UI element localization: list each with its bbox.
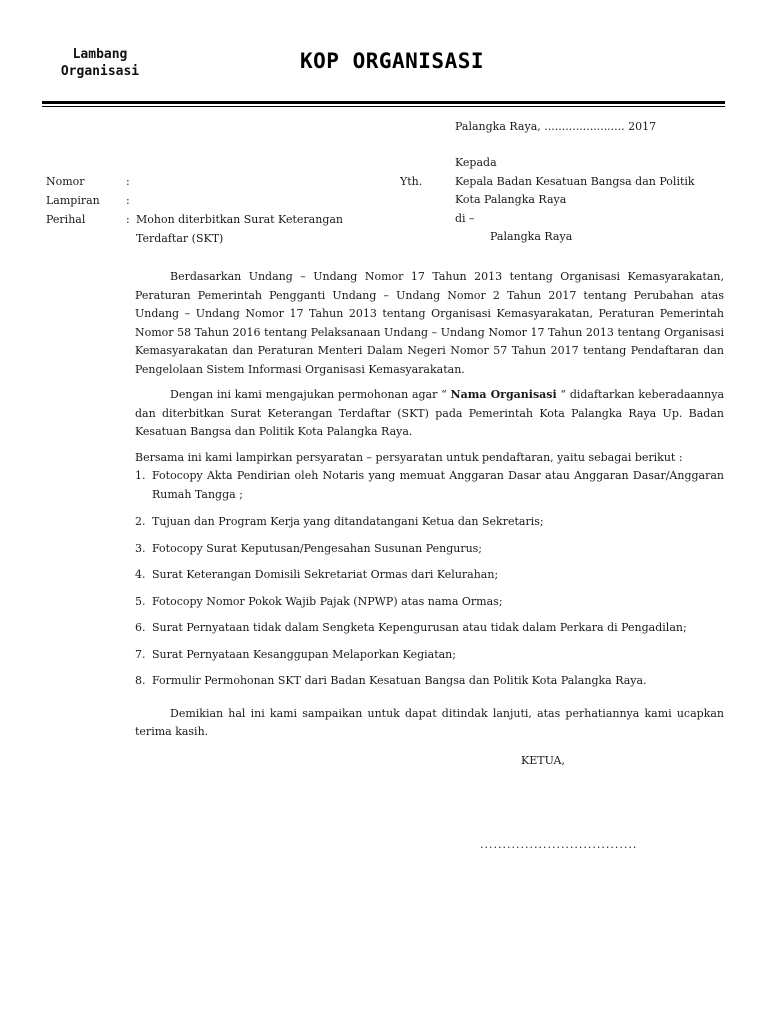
lampiran-label: Lampiran (46, 194, 100, 207)
list-item: 6. Surat Pernyataan tidak dalam Sengketa Kepengurusan atau tidak dalam Perkara di Pengadilan; (135, 621, 687, 634)
recipient-block (455, 154, 695, 247)
letter-meta (46, 173, 356, 249)
recipient-city: Palangka Raya (490, 230, 573, 243)
requirements-list (135, 467, 724, 691)
perihal-label: Perihal (46, 213, 86, 226)
list-item: 7. Surat Pernyataan Kesanggupan Melaporkan Kegiatan; (135, 647, 456, 661)
para2-pre: Dengan ini kami mengajukan permohonan agar “ (170, 388, 451, 401)
logo-placeholder-line1: Lambang (72, 47, 128, 62)
organization-name-placeholder: Nama Organisasi (450, 388, 557, 401)
letterhead-title: KOP ORGANISASI (300, 49, 485, 73)
requirements-intro: Bersama ini kami lampirkan persyaratan – persyaratan untuk pendaftaran, yaitu sebagai berikut : (135, 450, 683, 464)
recipient-city-line: Kota Palangka Raya (455, 193, 567, 206)
closing-paragraph: Demikian hal ini kami sampaikan untuk dapat ditindak lanjuti, atas perhatiannya kami ucapkan terima kasih. (135, 706, 724, 738)
nomor-label: Nomor (46, 175, 85, 188)
body-paragraph-2 (135, 386, 724, 442)
recipient-yth: Yth. (400, 175, 423, 188)
letterhead-divider-thin (42, 106, 725, 107)
list-item: 8. Formulir Permohonan SKT dari Badan Kesatuan Bangsa dan Politik Kota Palangka Raya. (135, 674, 647, 687)
signature-title: KETUA, (521, 754, 565, 767)
para2-post: “ didaftarkan keberadaannya dan diterbitkan Surat Keterangan Terdaftar (SKT) pada Pemerintah Kota Palangka Raya Up. Badan Kesatuan Bangsa dan Politik Kota Palangka Raya. (135, 388, 725, 438)
recipient-kepada: Kepada (455, 156, 497, 169)
nomor-colon: : (126, 175, 130, 188)
perihal-colon: : (126, 213, 130, 226)
lampiran-colon: : (126, 194, 130, 207)
body-paragraph-1: Berdasarkan Undang – Undang Nomor 17 Tahun 2013 tentang Organisasi Kemasyarakatan, Peraturan Pemerintah Pengganti Undang – Undang Nomor 2 Tahun 2017 tentang Perubahan atas Undang – Undang Nomor 17 Tahun 2013 tentang Organisasi Kemasyarakatan, Peraturan Pemerintah Nomor 58 Tahun 2016 tentang Pelaksanaan Undang – Undang Nomor 17 Tahun 2013 tentang Organisasi Kemasyarakatan dan Peraturan Menteri Dalam Negeri Nomor 57 Tahun 2017 tentang Pendaftaran dan Pengelolaan Sistem Informasi Organisasi Kemasyarakatan. (135, 270, 724, 376)
dateline: Palangka Raya, ....................... 2017 (455, 120, 657, 133)
requirements-section (135, 449, 724, 691)
list-item: 4. Surat Keterangan Domisili Sekretariat Ormas dari Kelurahan; (135, 568, 499, 581)
letterhead-divider-thick (42, 101, 725, 104)
logo-placeholder-line2: Organisasi (60, 64, 140, 79)
logo-placeholder (52, 46, 148, 80)
list-item: 3. Fotocopy Surat Keputusan/Pengesahan Susunan Pengurus; (135, 541, 483, 555)
recipient-di: di – (455, 211, 475, 225)
list-item: 5. Fotocopy Nomor Pokok Wajib Pajak (NPWP) atas nama Ormas; (135, 594, 503, 608)
nomor-value (136, 173, 356, 192)
lampiran-value (136, 192, 356, 211)
meta-row-perihal (46, 211, 356, 230)
list-item: 2. Tujuan dan Program Kerja yang ditandatangani Ketua dan Sekretaris; (135, 515, 544, 528)
recipient-name: Kepala Badan Kesatuan Bangsa dan Politik (455, 174, 695, 188)
meta-row-lampiran (46, 192, 356, 211)
signature-line: ................................... (480, 838, 638, 851)
letter-body (135, 268, 724, 749)
list-item: 1. Fotocopy Akta Pendirian oleh Notaris yang memuat Anggaran Dasar atau Anggaran Dasar/Anggaran Rumah Tangga ; (135, 469, 724, 501)
perihal-value-cont: Terdaftar (SKT) (136, 232, 224, 245)
meta-row-nomor (46, 173, 356, 192)
perihal-value: Mohon diterbitkan Surat Keterangan (136, 213, 344, 226)
